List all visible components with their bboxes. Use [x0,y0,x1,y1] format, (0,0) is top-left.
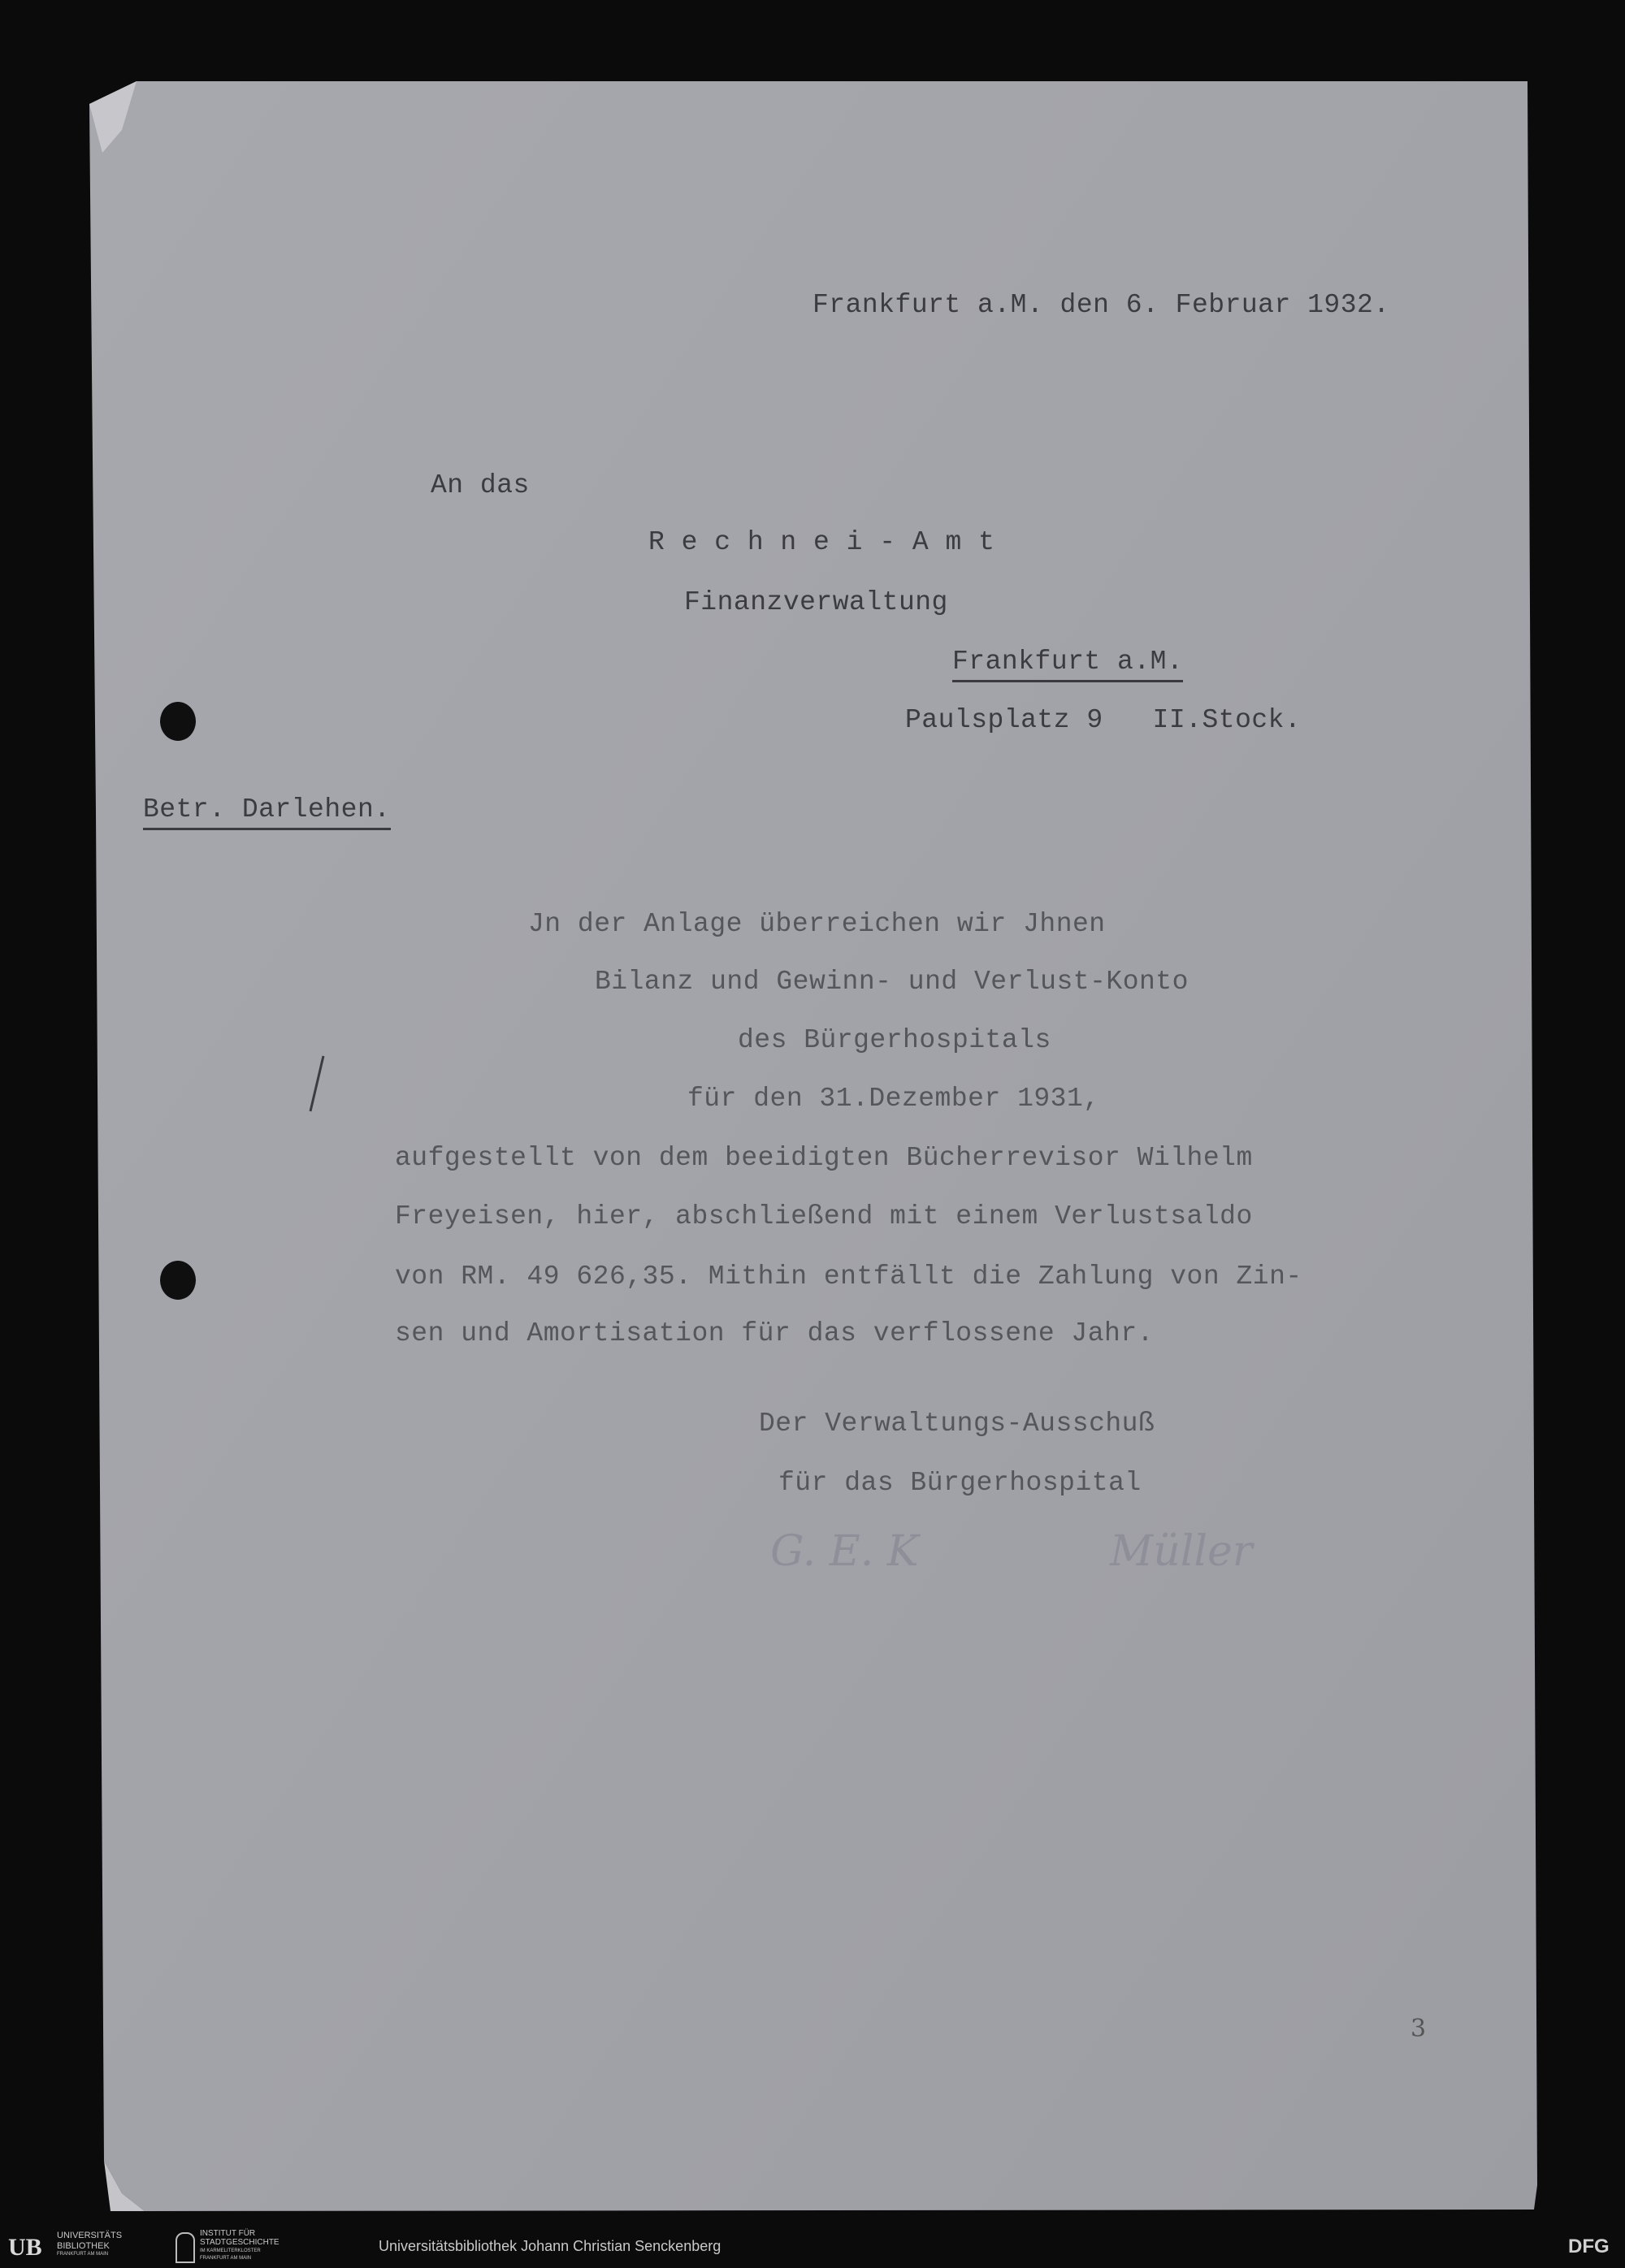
dfg-logo: DFG [1568,2236,1610,2257]
recipient-line-3: Finanzverwaltung [684,587,948,617]
signature-initials: G. E. K [770,1527,919,1576]
isg-logo-icon [176,2232,195,2263]
subject-line: Betr. Darlehen. [143,794,391,830]
body-line-2: Bilanz und Gewinn- und Verlust-Konto [595,967,1189,997]
body-line-4: für den 31.Dezember 1931, [687,1084,1100,1114]
recipient-line-1: An das [431,470,530,500]
page-number: 3 [1410,2015,1427,2043]
recipient-line-4: Frankfurt a.M. [952,646,1183,682]
ub-logo: UB [8,2234,42,2261]
ub-text-line-1: UNIVERSITÄTS [57,2231,123,2240]
isg-text-line-3: IM KARMELITERKLOSTER [200,2249,261,2253]
closing-line-1: Der Verwaltungs-Ausschuß [759,1409,1155,1439]
body-line-1: Jn der Anlage überreichen wir Jhnen [528,909,1106,939]
body-line-5: aufgestellt von dem beeidigten Bücherrevisor Wilhelm [395,1143,1253,1173]
footer-bar [0,2226,1625,2268]
isg-text-line-1: INSTITUT FÜR [200,2229,256,2238]
closing-line-2: für das Bürgerhospital [778,1468,1142,1498]
signature-name: Müller [1110,1527,1253,1576]
library-name: Universitätsbibliothek Johann Christian Senckenberg [379,2238,722,2254]
body-line-6: Freyeisen, hier, abschließend mit einem Verlustsaldo [395,1201,1253,1231]
recipient-line-2: R e c h n e i - A m t [648,527,995,557]
dateline: Frankfurt a.M. den 6. Februar 1932. [812,290,1390,320]
ub-text-line-3: FRANKFURT AM MAIN [57,2252,109,2257]
body-line-8: sen und Amortisation für das verflossene Jahr. [395,1318,1154,1348]
isg-text-line-2: STADTGESCHICHTE [200,2238,280,2247]
body-line-7: von RM. 49 626,35. Mithin entfällt die Zahlung von Zin- [395,1262,1302,1292]
recipient-line-5: Paulsplatz 9 II.Stock. [905,705,1302,735]
ub-text-line-2: BIBLIOTHEK [57,2241,110,2251]
body-line-3: des Bürgerhospitals [738,1025,1051,1055]
isg-text-line-4: FRANKFURT AM MAIN [200,2256,252,2261]
